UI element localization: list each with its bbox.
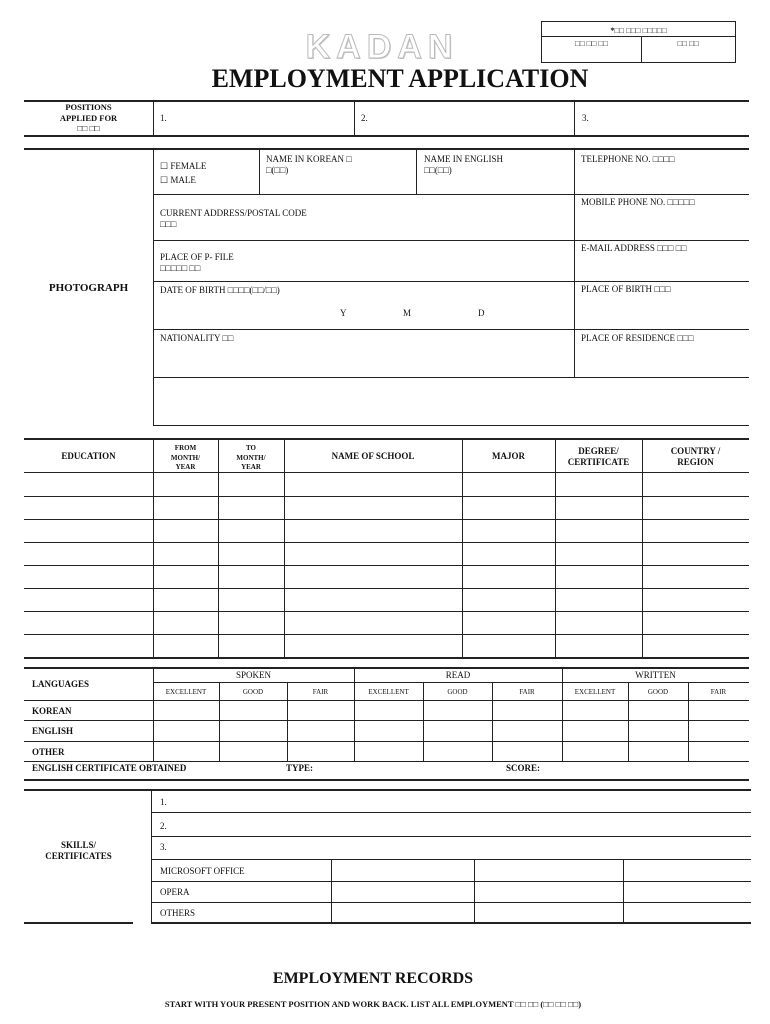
english-cert-label: ENGLISH CERTIFICATE OBTAINED <box>32 763 187 773</box>
dob-month-label: M <box>403 308 412 318</box>
address-field[interactable]: CURRENT ADDRESS/POSTAL CODE □□□ <box>160 208 307 229</box>
spoken-excellent: EXCELLENT <box>165 688 207 696</box>
date-of-birth-field[interactable]: DATE OF BIRTH □□□□(□□/□□) <box>160 285 280 295</box>
telephone-field[interactable]: TELEPHONE NO. □□□□ <box>581 154 675 164</box>
edu-degree-header: DEGREE/ CERTIFICATE <box>567 446 630 467</box>
position-slot-3[interactable]: 3. <box>582 113 589 123</box>
employment-records-subtitle: START WITH YOUR PRESENT POSITION AND WORK BACK. LIST ALL EMPLOYMENT □□ □□ (□□ □□ □□) <box>164 999 582 1009</box>
language-row-korean: KOREAN <box>32 706 72 716</box>
name-english-field[interactable]: NAME IN ENGLISH □□(□□) <box>424 154 503 175</box>
photograph-label: PHOTOGRAPH <box>48 282 129 294</box>
read-fair: FAIR <box>519 688 535 696</box>
english-cert-score[interactable]: SCORE: <box>506 763 541 773</box>
education-label: EDUCATION <box>61 451 116 461</box>
company-logo: KADAN <box>305 28 459 66</box>
read-excellent: EXCELLENT <box>368 688 409 696</box>
place-of-birth-field[interactable]: PLACE OF BIRTH □□□ <box>581 284 671 294</box>
employment-records-title: EMPLOYMENT RECORDS <box>272 970 474 987</box>
gender-female-checkbox[interactable]: ☐ FEMALE <box>160 161 207 171</box>
english-cert-type[interactable]: TYPE: <box>286 763 313 773</box>
positions-label: POSITIONS APPLIED FOR □□ □□ <box>59 102 118 133</box>
skill-item-2[interactable]: 2. <box>160 821 167 831</box>
office-use-col2: □□ □□ <box>677 39 699 48</box>
office-use-col1: □□ □□ □□ <box>575 39 608 48</box>
written-fair: FAIR <box>710 688 727 696</box>
software-microsoft-office: MICROSOFT OFFICE <box>160 866 245 876</box>
edu-major-header: MAJOR <box>492 451 525 461</box>
read-header: READ <box>445 670 471 680</box>
mobile-field[interactable]: MOBILE PHONE NO. □□□□□ <box>581 197 695 207</box>
edu-from-header: FROM MONTH/ YEAR <box>170 444 201 471</box>
dob-day-label: D <box>478 308 485 318</box>
spoken-good: GOOD <box>242 688 264 696</box>
edu-country-header: COUNTRY / REGION <box>670 446 721 467</box>
software-opera: OPERA <box>160 887 190 897</box>
spoken-fair: FAIR <box>312 688 329 696</box>
written-good: GOOD <box>647 688 669 696</box>
position-slot-1[interactable]: 1. <box>160 113 167 123</box>
written-excellent: EXCELLENT <box>574 688 616 696</box>
dob-year-label: Y <box>340 308 347 318</box>
skill-item-3[interactable]: 3. <box>160 842 167 852</box>
language-row-other: OTHER <box>32 747 65 757</box>
nationality-field[interactable]: NATIONALITY □□ <box>160 333 234 343</box>
language-row-english: ENGLISH <box>32 726 74 736</box>
office-use-title: *□□ □□□ □□□□□ <box>610 26 667 35</box>
edu-school-header: NAME OF SCHOOL <box>331 451 415 461</box>
name-korean-field[interactable]: NAME IN KOREAN □ □(□□) <box>266 154 352 175</box>
email-field[interactable]: E-MAIL ADDRESS □□□ □□ <box>581 243 687 253</box>
place-of-file-field[interactable]: PLACE OF P- FILE □□□□□ □□ <box>160 252 234 273</box>
office-use-box <box>541 21 736 63</box>
gender-male-checkbox[interactable]: ☐ MALE <box>160 175 196 185</box>
page-title: EMPLOYMENT APPLICATION <box>211 64 589 93</box>
skills-label: SKILLS/ CERTIFICATES <box>45 840 112 861</box>
edu-to-header: TO MONTH/ YEAR <box>236 444 266 471</box>
skill-item-1[interactable]: 1. <box>160 797 167 807</box>
read-good: GOOD <box>447 688 468 696</box>
software-others: OTHERS <box>160 908 196 918</box>
written-header: WRITTEN <box>635 670 676 680</box>
languages-label: LANGUAGES <box>32 679 90 689</box>
residence-field[interactable]: PLACE OF RESIDENCE □□□ <box>581 333 694 343</box>
position-slot-2[interactable]: 2. <box>361 113 368 123</box>
spoken-header: SPOKEN <box>235 670 271 680</box>
